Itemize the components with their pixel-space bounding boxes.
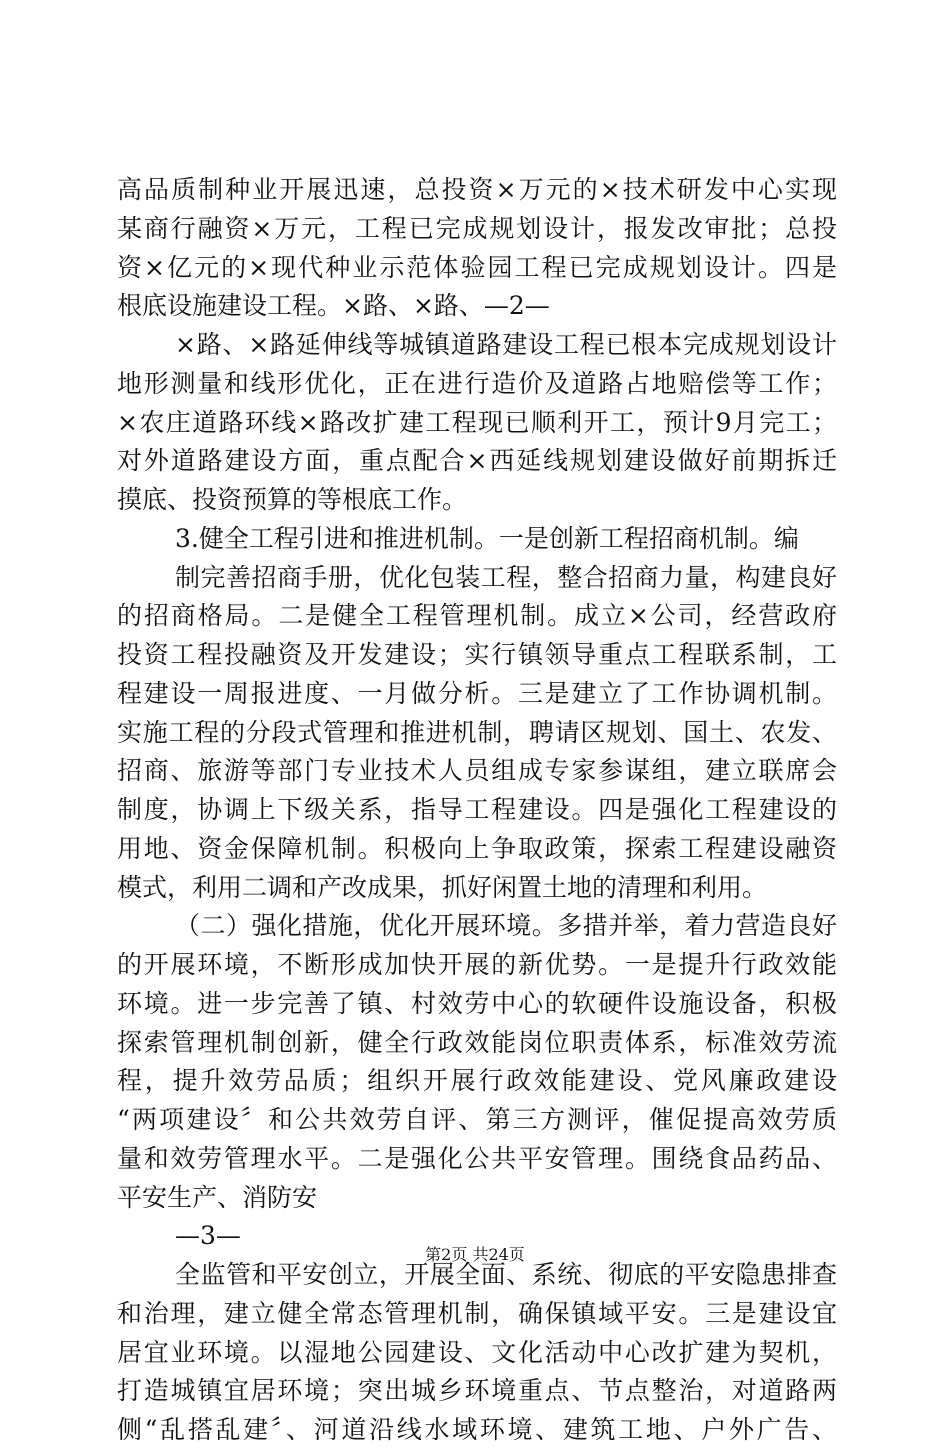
text-line: （二）强化措施，优化开展环境。多措并举，着力营造良好 — [175, 911, 837, 941]
text-line: 摸底、投资预算的等根底工作。 — [117, 485, 468, 514]
text-line: 的开展环境，不断形成加快开展的新优势。一是提升行政效能 — [117, 950, 837, 979]
text-line: 地形测量和线形优化，正在进行造价及道路占地赔偿等工作； — [117, 368, 837, 398]
text-line: ×农庄道路环线×路改扩建工程现已顺利开工，预计9月完工； — [117, 407, 837, 437]
text-line: 环境。进一步完善了镇、村效劳中心的软硬件设施设备，积极 — [117, 988, 837, 1018]
text-line: 用地、资金保障机制。积极向上争取政策，探索工程建设融资 — [117, 833, 837, 863]
text-line: 的招商格局。二是健全工程管理机制。成立×公司，经营政府 — [117, 601, 837, 631]
text-line: 投资工程投融资及开发建设；实行镇领导重点工程联系制，工 — [117, 640, 837, 669]
text-line: “两项建设〞和公共效劳自评、第三方测评，催促提高效劳质 — [117, 1105, 837, 1134]
text-line: 侧“乱搭乱建〞、河道沿线水域环境、建筑工地、户外广告、 — [117, 1415, 837, 1444]
text-line: 程建设一周报进度、一月做分析。三是建立了工作协调机制。 — [117, 678, 837, 708]
text-line: 制完善招商手册，优化包装工程，整合招商力量，构建良好 — [175, 562, 837, 592]
text-line: ×路、×路延伸线等城镇道路建设工程已根本完成规划设计 — [175, 330, 837, 359]
page-footer: 第2页 共24页 — [425, 1245, 525, 1264]
text-line: 高品质制种业开展迅速，总投资×万元的×技术研发中心实现 — [117, 175, 837, 204]
text-line: 探索管理机制创新，健全行政效能岗位职责体系，标准效劳流 — [117, 1027, 837, 1057]
text-line: 全监管和平安创立，开展全面、系统、彻底的平安隐患排查 — [175, 1260, 837, 1289]
text-line: 资×亿元的×现代种业示范体验园工程已完成规划设计。四是 — [117, 252, 837, 282]
text-line: 和治理，建立健全常态管理机制，确保镇域平安。三是建设宜 — [117, 1298, 837, 1328]
text-line: 招商、旅游等部门专业技术人员组成专家参谋组，建立联席会 — [117, 756, 837, 786]
text-line: —3— — [175, 1221, 241, 1251]
text-line: 模式，利用二调和产改成果，抓好闲置土地的清理和利用。 — [117, 872, 768, 902]
text-line: 某商行融资×万元，工程已完成规划设计，报发改审批；总投 — [117, 213, 837, 243]
text-line: 3.健全工程引进和推进机制。一是创新工程招商机制。编 — [175, 523, 799, 553]
text-line: 打造城镇宜居环境；突出城乡环境重点、节点整治，对道路两 — [117, 1376, 837, 1406]
text-line: 对外道路建设方面，重点配合×西延线规划建设做好前期拆迁 — [117, 446, 837, 476]
text-line: 程，提升效劳品质；组织开展行政效能建设、党风廉政建设 — [117, 1066, 837, 1096]
text-line: 制度，协调上下级关系，指导工程建设。四是强化工程建设的 — [117, 795, 837, 824]
text-line: 实施工程的分段式管理和推进机制，聘请区规划、国土、农发、 — [117, 717, 837, 747]
text-line: 根底设施建设工程。×路、×路、—2— — [117, 291, 550, 321]
text-line: 平安生产、消防安 — [117, 1182, 318, 1212]
text-line: 居宜业环境。以湿地公园建设、文化活动中心改扩建为契机， — [117, 1337, 837, 1367]
text-line: 量和效劳管理水平。二是强化公共平安管理。围绕食品药品、 — [117, 1143, 837, 1173]
